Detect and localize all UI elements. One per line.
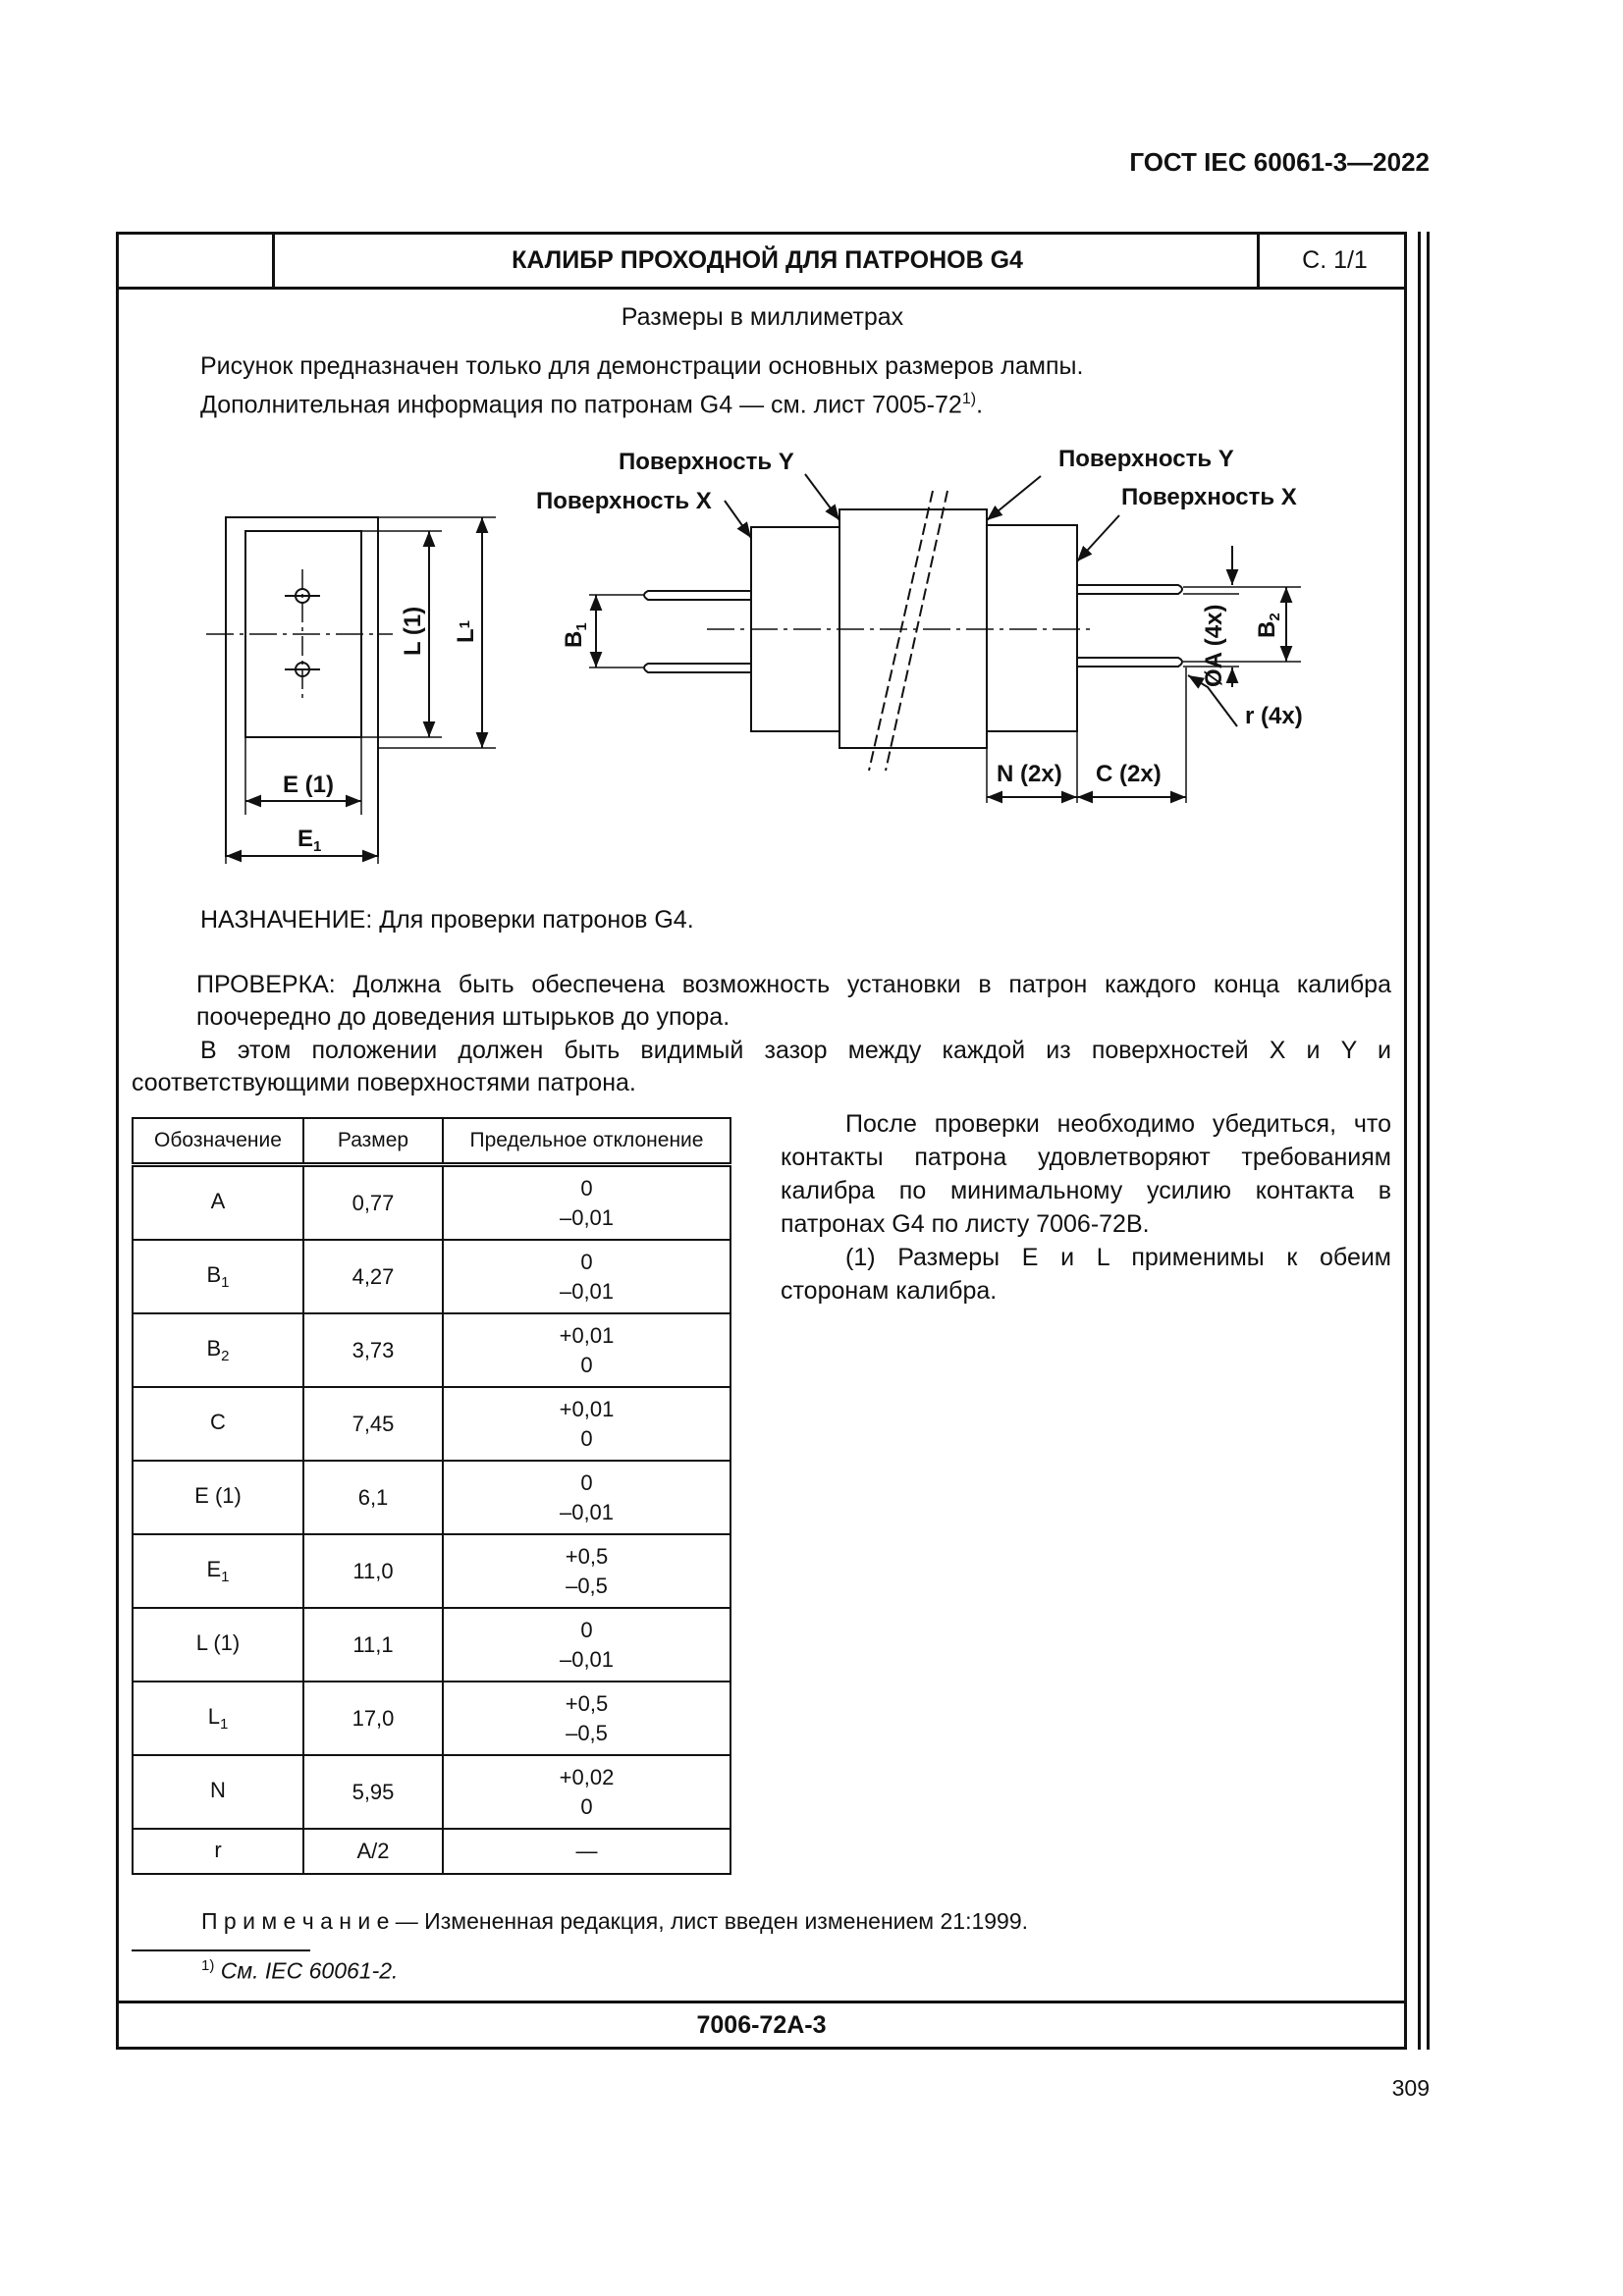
designation-text: B bbox=[206, 1336, 222, 1361]
intro-line-2-text: Дополнительная информация по патронам G4 — см. лист 7005-72 bbox=[200, 391, 962, 419]
cell-designation bbox=[133, 1387, 303, 1461]
cell-tolerance bbox=[443, 1165, 730, 1241]
label-C: C (2x) bbox=[1096, 761, 1162, 787]
pin-left-lower bbox=[644, 664, 751, 672]
intro-footnote-mark: 1) bbox=[961, 391, 977, 407]
cell-size: A/2 bbox=[303, 1829, 443, 1874]
cell-tolerance bbox=[443, 1829, 730, 1874]
table-row bbox=[133, 1387, 730, 1461]
side-paragraph-1: После проверки необходимо убедиться, что контакты патрона удовлетворяют требованиям калибра по минимальному усилию контакта в патронах G4 по листу 7006-72В. bbox=[781, 1110, 1391, 1238]
label-surface-y-left: Поверхность Y bbox=[619, 449, 794, 475]
cell-tolerance bbox=[443, 1534, 730, 1608]
pin-right-lower bbox=[1077, 658, 1182, 667]
side-notes bbox=[781, 1107, 1391, 1308]
sheet-code: 7006-72А-3 bbox=[119, 2001, 1404, 2047]
cell-size: 5,95 bbox=[303, 1755, 443, 1829]
label-B1 bbox=[561, 622, 590, 648]
tolerance-lower: –0,01 bbox=[559, 1204, 615, 1230]
footnote-mark: 1) bbox=[201, 1957, 215, 1974]
cell-designation bbox=[133, 1755, 303, 1829]
designation-text: E bbox=[206, 1557, 222, 1581]
table-row bbox=[133, 1682, 730, 1755]
page-number: 309 bbox=[1391, 2075, 1430, 2101]
label-B1-sub: 1 bbox=[573, 622, 590, 631]
label-N: N (2x) bbox=[997, 761, 1062, 787]
cell-tolerance bbox=[443, 1313, 730, 1387]
designation-text: L bbox=[207, 1704, 220, 1729]
table-row bbox=[133, 1313, 730, 1387]
footnote bbox=[201, 1957, 398, 1985]
table-row bbox=[133, 1165, 730, 1241]
pin-right-upper bbox=[1077, 585, 1182, 594]
tolerance-lower: 0 bbox=[580, 1793, 593, 1819]
check-paragraph-2: В этом положении должен быть видимый зазор между каждой из поверхностей X и Y и соответствующими поверхностями патрона. bbox=[132, 1037, 1391, 1096]
tolerance-upper: 0 bbox=[580, 1249, 593, 1274]
designation-text: L (1) bbox=[195, 1630, 241, 1655]
footnote-rule bbox=[132, 1949, 310, 1951]
designation-text: B bbox=[206, 1262, 222, 1287]
cell-designation bbox=[133, 1682, 303, 1755]
label-surface-x-right: Поверхность X bbox=[1121, 484, 1297, 510]
tolerance-upper: — bbox=[575, 1839, 598, 1863]
tolerance-upper: 0 bbox=[580, 1175, 593, 1201]
label-E1-main: E bbox=[298, 826, 314, 852]
cell-tolerance bbox=[443, 1240, 730, 1313]
label-r: r (4x) bbox=[1245, 703, 1303, 729]
cell-tolerance bbox=[443, 1461, 730, 1534]
table-header-row bbox=[133, 1118, 730, 1165]
tolerance-upper: +0,5 bbox=[565, 1690, 609, 1716]
cell-size: 3,73 bbox=[303, 1313, 443, 1387]
tolerance-upper: +0,01 bbox=[559, 1322, 615, 1348]
dimension-table bbox=[132, 1117, 731, 1875]
col-header-designation: Обозначение bbox=[133, 1118, 303, 1165]
label-E1-sub: 1 bbox=[313, 838, 322, 855]
cell-designation bbox=[133, 1165, 303, 1241]
cell-tolerance bbox=[443, 1755, 730, 1829]
label-E-1: E (1) bbox=[283, 772, 335, 798]
cell-designation bbox=[133, 1829, 303, 1874]
sheet-title: КАЛИБР ПРОХОДНОЙ ДЛЯ ПАТРОНОВ G4 bbox=[512, 246, 1023, 274]
designation-text: C bbox=[210, 1410, 226, 1434]
tolerance-upper: 0 bbox=[580, 1469, 593, 1495]
pin-left-upper bbox=[644, 591, 751, 600]
designation-sub: 2 bbox=[221, 1348, 230, 1364]
tolerance-lower: –0,01 bbox=[559, 1646, 615, 1672]
tolerance-lower: 0 bbox=[580, 1425, 593, 1451]
designation-text: E (1) bbox=[194, 1483, 242, 1508]
label-A: ØA (4x) bbox=[1201, 604, 1227, 687]
tolerance-upper: 0 bbox=[580, 1617, 593, 1642]
cell-tolerance bbox=[443, 1387, 730, 1461]
intro-line-2-end: . bbox=[976, 391, 984, 419]
purpose-text: НАЗНАЧЕНИЕ: Для проверки патронов G4. bbox=[200, 906, 694, 934]
label-L1-main: L bbox=[453, 628, 479, 643]
table-row bbox=[133, 1829, 730, 1874]
tolerance-lower: –0,5 bbox=[566, 1720, 608, 1745]
cell-tolerance bbox=[443, 1608, 730, 1682]
designation-text: N bbox=[210, 1778, 226, 1802]
designation-sub: 1 bbox=[221, 1569, 230, 1585]
label-L1-sub: 1 bbox=[457, 619, 473, 629]
tolerance-lower: –0,01 bbox=[559, 1499, 615, 1524]
tolerance-lower: 0 bbox=[580, 1352, 593, 1377]
table-row bbox=[133, 1608, 730, 1682]
label-L-1: L (1) bbox=[400, 606, 426, 656]
tolerance-upper: +0,02 bbox=[559, 1764, 615, 1789]
label-B2-sub: 2 bbox=[1267, 613, 1283, 621]
amendment-note: П р и м е ч а н и е — Измененная редакция, лист введен изменением 21:1999. bbox=[201, 1908, 1029, 1934]
label-E1 bbox=[298, 826, 321, 855]
label-B1-main: B bbox=[561, 630, 587, 648]
cell-size: 17,0 bbox=[303, 1682, 443, 1755]
label-surface-x-left: Поверхность X bbox=[536, 488, 712, 514]
gauge-end-block-right bbox=[987, 525, 1077, 731]
standard-number: ГОСТ IEC 60061-3—2022 bbox=[1129, 147, 1430, 177]
tolerance-upper: +0,01 bbox=[559, 1396, 615, 1421]
table-row bbox=[133, 1461, 730, 1534]
table-row bbox=[133, 1755, 730, 1829]
cell-size: 11,1 bbox=[303, 1608, 443, 1682]
units-note: Размеры в миллиметрах bbox=[621, 303, 904, 331]
footnote-text: См. IEC 60061-2. bbox=[220, 1957, 399, 1984]
side-paragraph-2: (1) Размеры E и L применимы к обеим сторонам калибра. bbox=[781, 1244, 1391, 1305]
table-row bbox=[133, 1240, 730, 1313]
label-surface-y-right: Поверхность Y bbox=[1058, 446, 1234, 472]
label-B2-main: B bbox=[1254, 620, 1280, 638]
cell-size: 7,45 bbox=[303, 1387, 443, 1461]
designation-text: r bbox=[214, 1837, 222, 1862]
tolerance-lower: –0,5 bbox=[566, 1573, 608, 1598]
col-header-tolerance: Предельное отклонение bbox=[443, 1118, 730, 1165]
label-L1 bbox=[453, 620, 479, 643]
cell-designation bbox=[133, 1608, 303, 1682]
sheet-page: С. 1/1 bbox=[1257, 235, 1410, 287]
cell-designation bbox=[133, 1534, 303, 1608]
label-B2 bbox=[1254, 613, 1283, 638]
cell-designation bbox=[133, 1240, 303, 1313]
cell-size: 11,0 bbox=[303, 1534, 443, 1608]
gauge-drawing bbox=[0, 0, 1623, 883]
col-header-size: Размер bbox=[303, 1118, 443, 1165]
cell-designation bbox=[133, 1313, 303, 1387]
tolerance-upper: +0,5 bbox=[565, 1543, 609, 1569]
tolerance-lower: –0,01 bbox=[559, 1278, 615, 1304]
cell-tolerance bbox=[443, 1682, 730, 1755]
designation-sub: 1 bbox=[221, 1274, 230, 1291]
designation-text: A bbox=[210, 1189, 226, 1213]
table-row bbox=[133, 1534, 730, 1608]
check-paragraph-1: ПРОВЕРКА: Должна быть обеспечена возможность установки в патрон каждого конца калибра поочередно до доведения штырьков до упора. bbox=[196, 971, 1391, 1031]
designation-sub: 1 bbox=[219, 1716, 229, 1733]
cell-size: 0,77 bbox=[303, 1165, 443, 1241]
cell-size: 6,1 bbox=[303, 1461, 443, 1534]
intro-line-1: Рисунок предназначен только для демонстрации основных размеров лампы. bbox=[200, 352, 1084, 380]
cell-size: 4,27 bbox=[303, 1240, 443, 1313]
cell-designation bbox=[133, 1461, 303, 1534]
